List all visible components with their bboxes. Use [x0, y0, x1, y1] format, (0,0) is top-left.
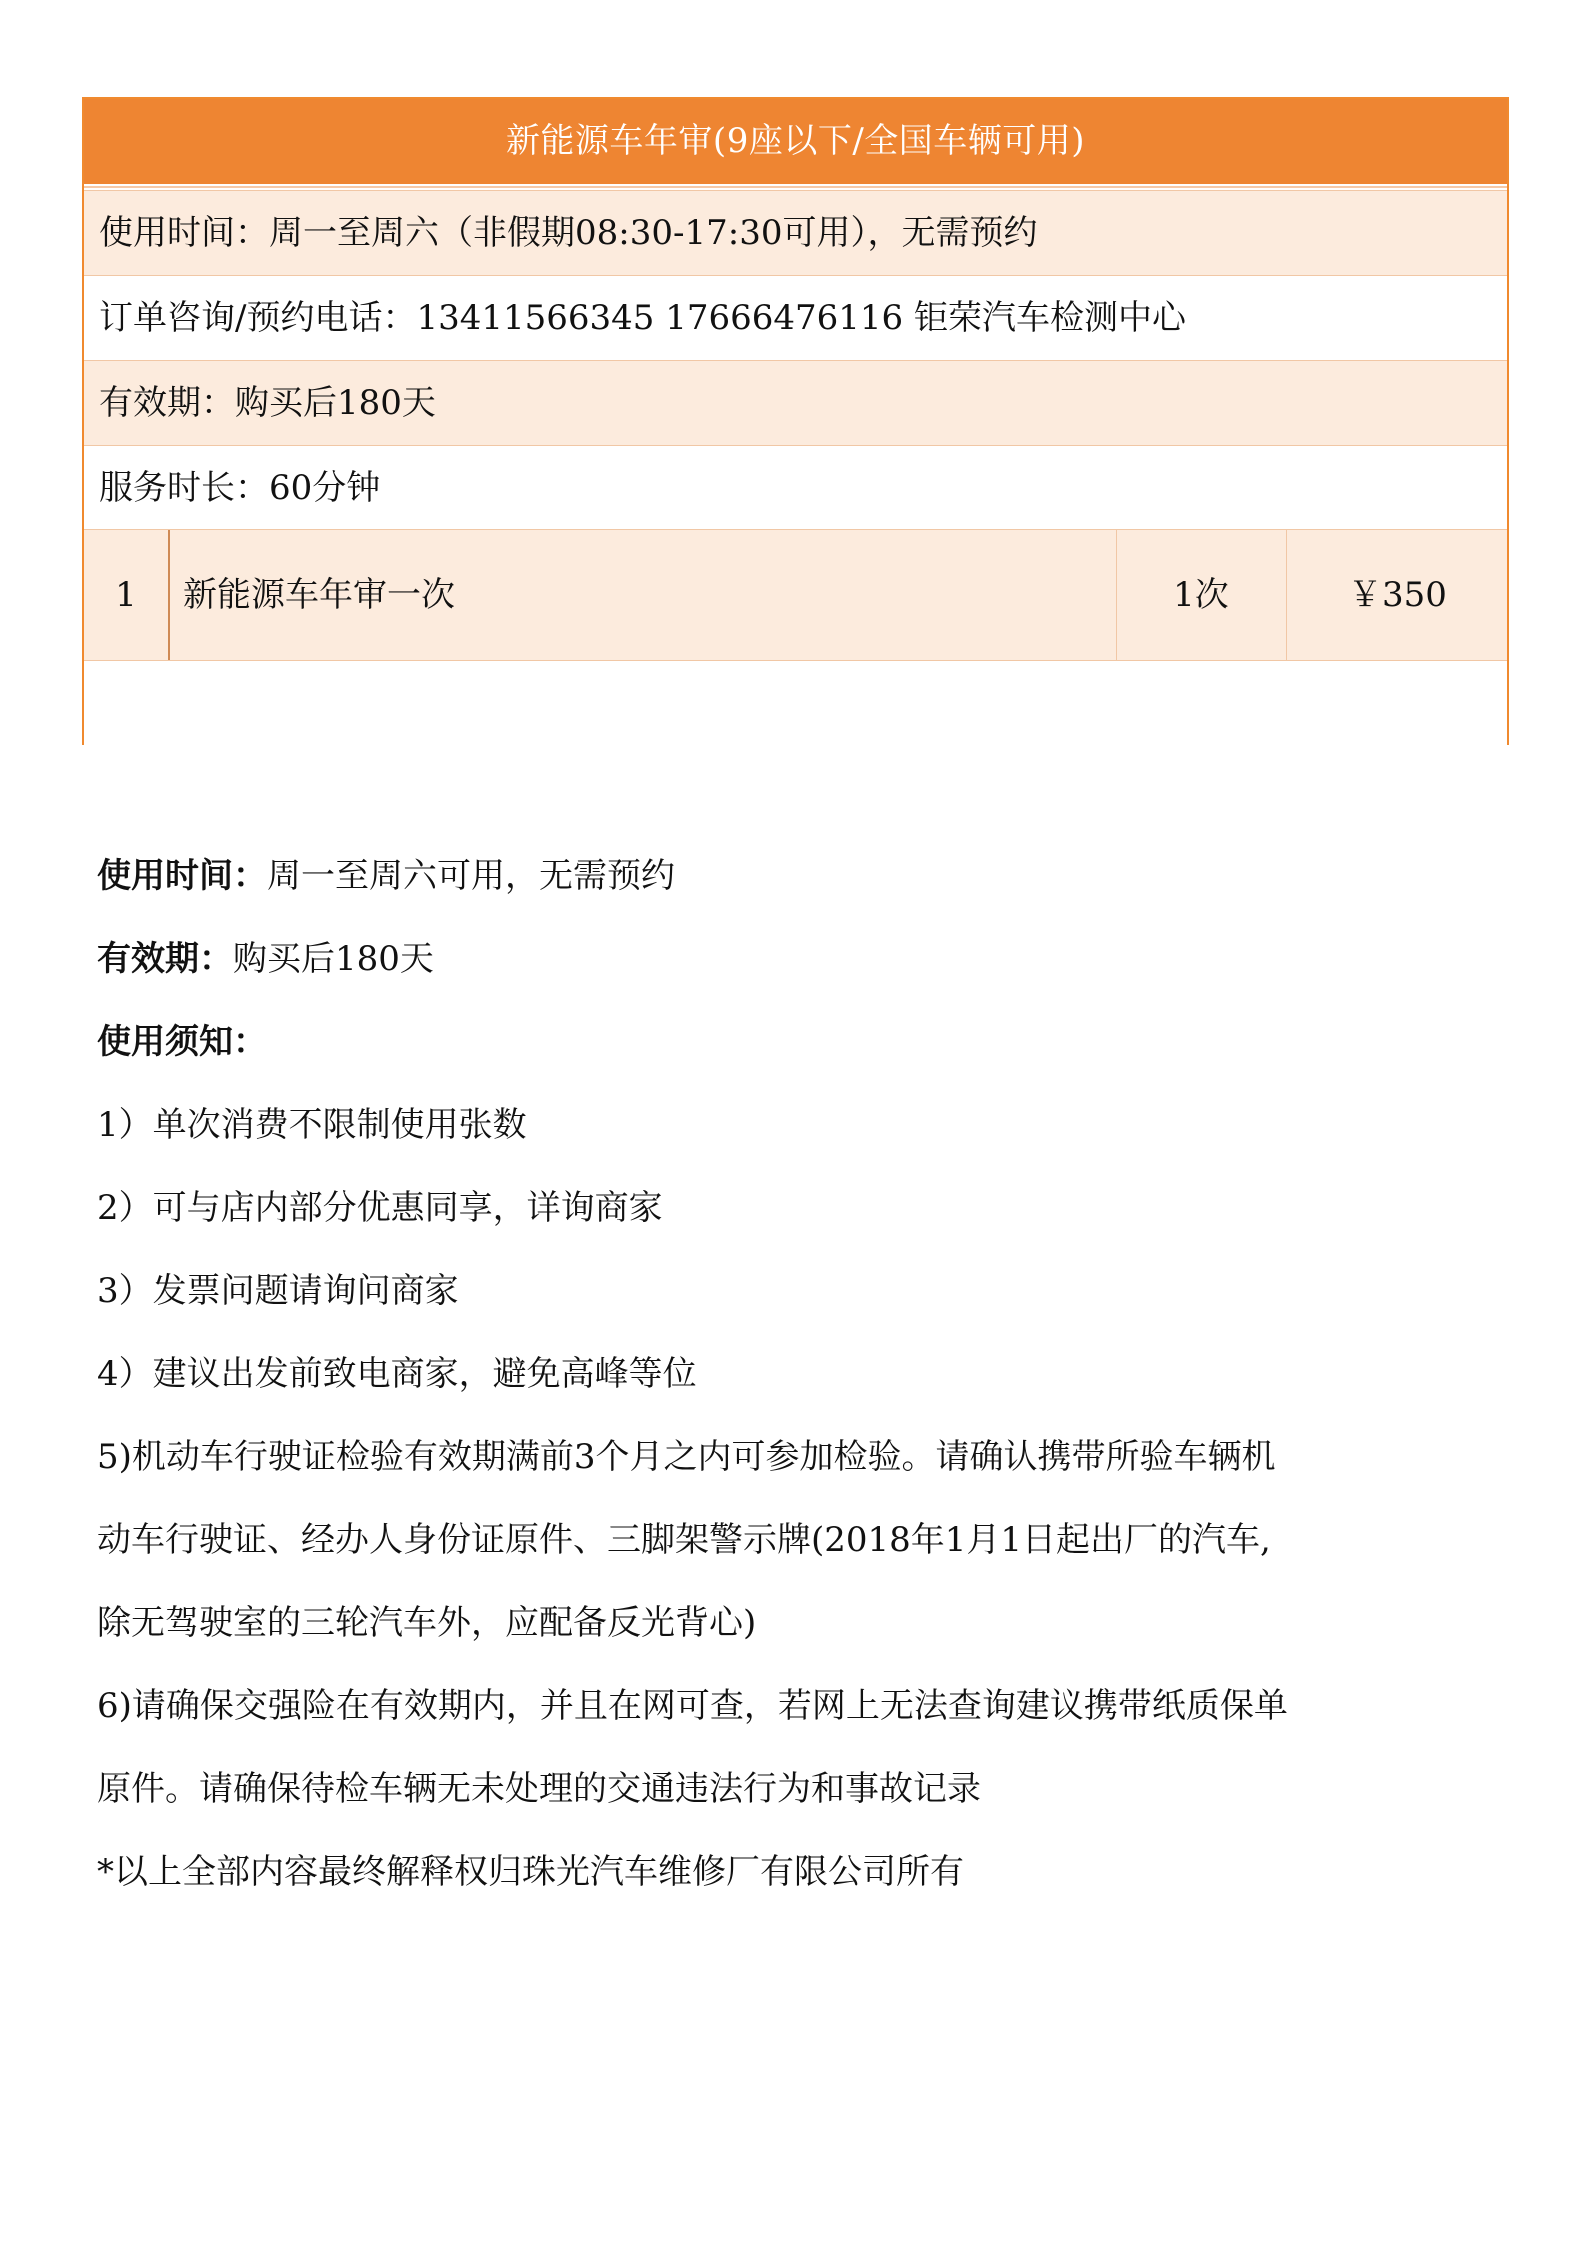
usage-time-line: [97, 835, 1517, 918]
item-index: 1: [115, 575, 137, 615]
duration-row: 服务时长：60分钟: [84, 445, 1507, 530]
footer-note: *以上全部内容最终解释权归珠光汽车维修厂有限公司所有: [97, 1852, 964, 1892]
usage-time-row: 使用时间：周一至周六（非假期08:30-17:30可用），无需预约: [84, 190, 1507, 275]
usage-time-value: 周一至周六可用，无需预约: [267, 856, 675, 896]
usage-time-label: 使用时间：: [97, 856, 267, 896]
instruction-item: 4）建议出发前致电商家，避免高峰等位: [97, 1354, 697, 1394]
usage-notes: [97, 835, 1517, 1914]
validity-row: 有效期：购买后180天: [84, 360, 1507, 445]
instructions-label: 使用须知：: [97, 1022, 267, 1062]
contact-row: 订单咨询/预约电话：13411566345 17666476116 钜荣汽车检测中心: [84, 275, 1507, 360]
instruction-item-6: [97, 1665, 1517, 1831]
package-title: 新能源车年审(9座以下/全国车辆可用): [84, 99, 1507, 184]
instruction-line: 除无驾驶室的三轮汽车外，应配备反光背心): [97, 1603, 757, 1643]
instructions-heading: [97, 1001, 1517, 1084]
item-price: ￥350: [1348, 575, 1447, 615]
empty-row: [84, 661, 1507, 745]
validity-label: 有效期：: [97, 939, 233, 979]
instruction-line: 动车行驶证、经办人身份证原件、三脚架警示牌(2018年1月1日起出厂的汽车,: [97, 1520, 1271, 1560]
package-card: [82, 97, 1509, 745]
package-item-row: [84, 529, 1507, 661]
instruction-line: 6)请确保交强险在有效期内，并且在网可查，若网上无法查询建议携带纸质保单: [97, 1686, 1288, 1726]
instruction-item: 3）发票问题请询问商家: [97, 1271, 459, 1311]
item-quantity: 1次: [1173, 575, 1229, 615]
item-name: 新能源车年审一次: [183, 575, 455, 615]
validity-value: 购买后180天: [233, 939, 434, 979]
instruction-line: 5)机动车行驶证检验有效期满前3个月之内可参加检验。请确认携带所验车辆机: [97, 1437, 1276, 1477]
instruction-item: 1）单次消费不限制使用张数: [97, 1105, 527, 1145]
validity-line: [97, 918, 1517, 1001]
instruction-item-5: [97, 1416, 1517, 1665]
instruction-line: 原件。请确保待检车辆无未处理的交通违法行为和事故记录: [97, 1769, 981, 1809]
instruction-item: 2）可与店内部分优惠同享，详询商家: [97, 1188, 663, 1228]
